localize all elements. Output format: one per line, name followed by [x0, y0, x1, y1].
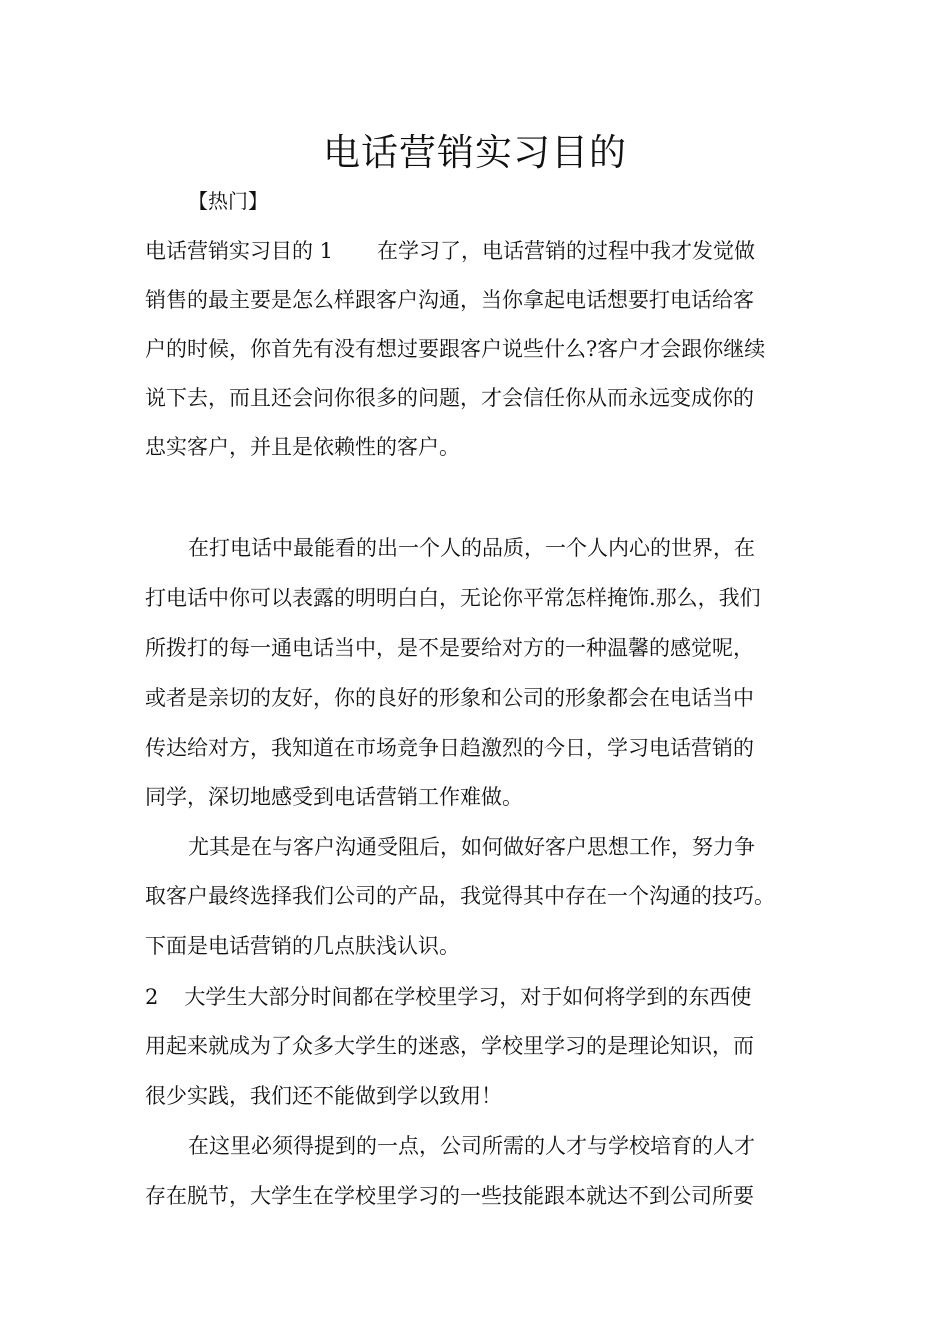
paragraph-line: 传达给对方，我知道在市场竞争日趋激烈的今日，学习电话营销的 — [145, 736, 754, 760]
paragraph-line: 很少实践，我们还不能做到学以致用！ — [145, 1084, 502, 1108]
paragraph-line: 取客户最终选择我们公司的产品，我觉得其中存在一个沟通的技巧。 — [145, 884, 775, 908]
paragraph-line — [145, 236, 755, 266]
document-title: 电话营销实习目的 — [323, 131, 627, 174]
paragraph-line: 下面是电话营销的几点肤浅认识。 — [145, 934, 460, 958]
section-number: 2 — [145, 985, 159, 1009]
paragraph-line: 在打电话中最能看的出一个人的品质，一个人内心的世界，在 — [188, 536, 755, 560]
hot-tag: 【热门】 — [188, 189, 268, 213]
paragraph-line: 存在脱节，大学生在学校里学习的一些技能跟本就达不到公司所要 — [145, 1184, 754, 1208]
paragraph-line: 打电话中你可以表露的明明白白，无论你平常怎样掩饰.那么，我们 — [145, 586, 761, 610]
paragraph-line: 或者是亲切的友好，你的良好的形象和公司的形象都会在电话当中 — [145, 686, 754, 710]
line-text: 大学生大部分时间都在学校里学习，对于如何将学到的东西使 — [184, 985, 752, 1009]
paragraph-line: 所拨打的每一通电话当中，是不是要给对方的一种温馨的感觉呢， — [145, 636, 754, 660]
paragraph-line: 尤其是在与客户沟通受阻后，如何做好客户思想工作，努力争 — [188, 835, 755, 859]
line-text: 在学习了，电话营销的过程中我才发觉做 — [377, 239, 756, 263]
paragraph-line: 忠实客户，并且是依赖性的客户。 — [145, 435, 460, 459]
paragraph-line — [145, 982, 751, 1012]
paragraph-line: 在这里必须得提到的一点，公司所需的人才与学校培育的人才 — [188, 1134, 755, 1158]
paragraph-line: 用起来就成为了众多大学生的迷惑，学校里学习的是理论知识，而 — [145, 1034, 754, 1058]
paragraph-line: 说下去，而且还会问你很多的问题，才会信任你从而永远变成你的 — [145, 386, 754, 410]
paragraph-line: 销售的最主要是怎么样跟客户沟通，当你拿起电话想要打电话给客 — [145, 288, 754, 312]
paragraph-line: 户的时候，你首先有没有想过要跟客户说些什么?客户才会跟你继续 — [145, 337, 766, 361]
section-number: 电话营销实习目的 1 — [145, 239, 334, 263]
paragraph-line: 同学，深切地感受到电话营销工作难做。 — [145, 785, 523, 809]
